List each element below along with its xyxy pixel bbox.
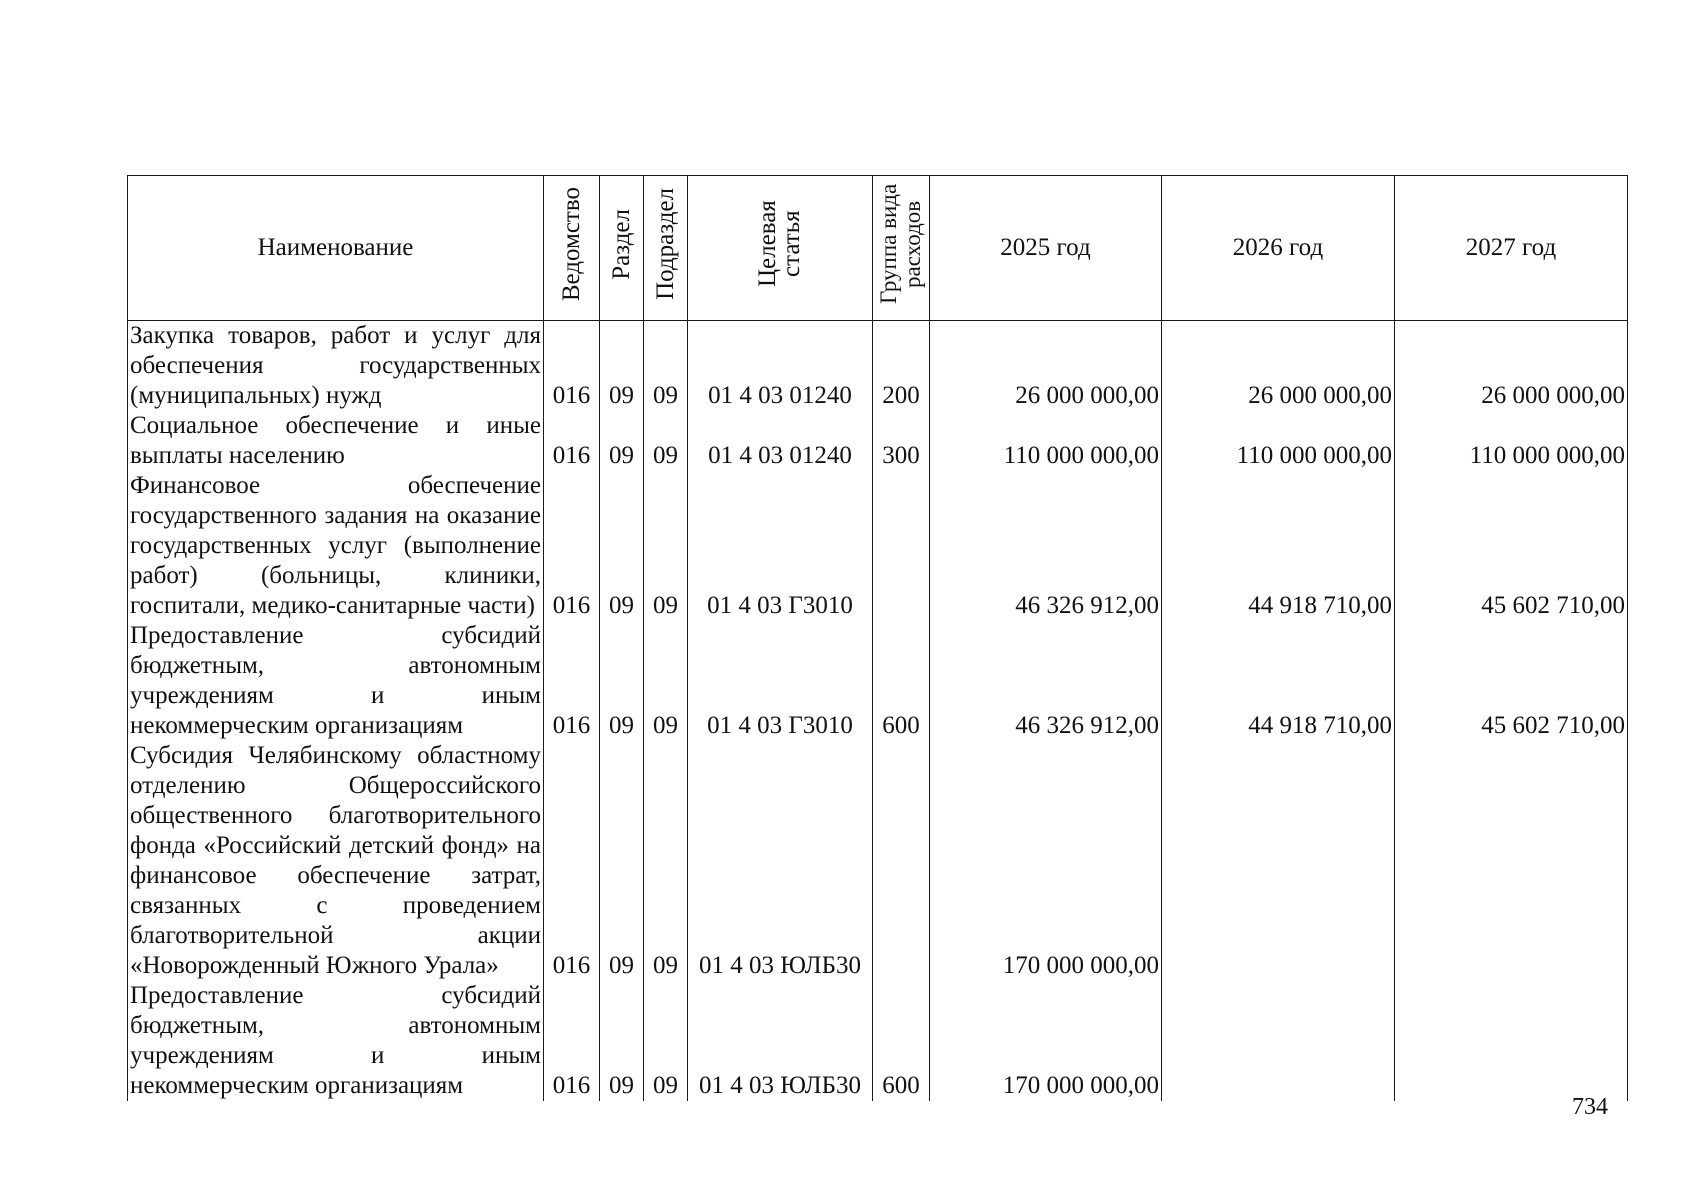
header-razdel: Раздел <box>600 176 644 321</box>
row-name: Предоставление субсидий бюджетным, автономным учреждениям и иным некоммерческим организациям <box>128 621 544 741</box>
row-2025: 26 000 000,00 <box>930 321 1162 412</box>
table-row <box>128 621 1628 741</box>
row-2027: 26 000 000,00 <box>1395 321 1628 412</box>
row-vedomstvo: 016 <box>544 981 600 1101</box>
table-row <box>128 321 1628 412</box>
row-target: 01 4 03 ЮЛБ30 <box>688 741 873 981</box>
row-razdel: 09 <box>600 981 644 1101</box>
row-2026 <box>1162 981 1395 1101</box>
header-podrazdel: Подраздел <box>644 176 688 321</box>
row-2026: 110 000 000,00 <box>1162 411 1395 471</box>
row-vedomstvo: 016 <box>544 471 600 621</box>
row-vedomstvo: 016 <box>544 741 600 981</box>
row-2025: 46 326 912,00 <box>930 471 1162 621</box>
table-row <box>128 741 1628 981</box>
budget-table <box>127 175 1628 1101</box>
header-year-2026: 2026 год <box>1162 176 1395 321</box>
row-vedomstvo: 016 <box>544 411 600 471</box>
row-target: 01 4 03 01240 <box>688 321 873 412</box>
row-name: Социальное обеспечение и иные выплаты населению <box>128 411 544 471</box>
row-2025: 170 000 000,00 <box>930 741 1162 981</box>
row-podrazdel: 09 <box>644 411 688 471</box>
row-group: 300 <box>873 411 930 471</box>
header-target-article: Целевая статья <box>688 176 873 321</box>
row-podrazdel: 09 <box>644 741 688 981</box>
table-header-row <box>128 176 1628 321</box>
header-year-2027: 2027 год <box>1395 176 1628 321</box>
row-group <box>873 741 930 981</box>
row-target: 01 4 03 01240 <box>688 411 873 471</box>
row-2027: 45 602 710,00 <box>1395 621 1628 741</box>
row-razdel: 09 <box>600 471 644 621</box>
header-vedomstvo: Ведомство <box>544 176 600 321</box>
row-podrazdel: 09 <box>644 621 688 741</box>
row-name: Предоставление субсидий бюджетным, автономным учреждениям и иным некоммерческим организациям <box>128 981 544 1101</box>
row-podrazdel: 09 <box>644 981 688 1101</box>
row-2026: 44 918 710,00 <box>1162 621 1395 741</box>
row-vedomstvo: 016 <box>544 621 600 741</box>
row-2027 <box>1395 741 1628 981</box>
page-number: 734 <box>1572 1094 1608 1120</box>
row-group: 600 <box>873 981 930 1101</box>
row-2027: 110 000 000,00 <box>1395 411 1628 471</box>
row-name: Закупка товаров, работ и услуг для обеспечения государственных (муниципальных) нужд <box>128 321 544 412</box>
row-group: 600 <box>873 621 930 741</box>
row-2026 <box>1162 741 1395 981</box>
header-name: Наименование <box>128 176 544 321</box>
row-2025: 110 000 000,00 <box>930 411 1162 471</box>
row-2027: 45 602 710,00 <box>1395 471 1628 621</box>
row-group: 200 <box>873 321 930 412</box>
row-name: Финансовое обеспечение государственного задания на оказание государственных услуг (выполнение работ) (больницы, клиники, госпитали, медико-санитарные части) <box>128 471 544 621</box>
row-group <box>873 471 930 621</box>
row-target: 01 4 03 ЮЛБ30 <box>688 981 873 1101</box>
row-razdel: 09 <box>600 411 644 471</box>
row-2025: 46 326 912,00 <box>930 621 1162 741</box>
row-vedomstvo: 016 <box>544 321 600 412</box>
row-podrazdel: 09 <box>644 471 688 621</box>
row-2026: 26 000 000,00 <box>1162 321 1395 412</box>
row-razdel: 09 <box>600 321 644 412</box>
table-row <box>128 411 1628 471</box>
row-name: Субсидия Челябинскому областному отделению Общероссийского общественного благотворительного фонда «Российский детский фонд» на финансовое обеспечение затрат, связанных с проведением благотворительной акции «Новорожденный Южного Урала» <box>128 741 544 981</box>
row-target: 01 4 03 Г3010 <box>688 471 873 621</box>
row-podrazdel: 09 <box>644 321 688 412</box>
table-row <box>128 471 1628 621</box>
row-2025: 170 000 000,00 <box>930 981 1162 1101</box>
row-razdel: 09 <box>600 741 644 981</box>
header-year-2025: 2025 год <box>930 176 1162 321</box>
header-expense-group: Группа вида расходов <box>873 176 930 321</box>
row-2027 <box>1395 981 1628 1101</box>
budget-document <box>127 175 1627 1101</box>
row-razdel: 09 <box>600 621 644 741</box>
row-target: 01 4 03 Г3010 <box>688 621 873 741</box>
row-2026: 44 918 710,00 <box>1162 471 1395 621</box>
table-row <box>128 981 1628 1101</box>
